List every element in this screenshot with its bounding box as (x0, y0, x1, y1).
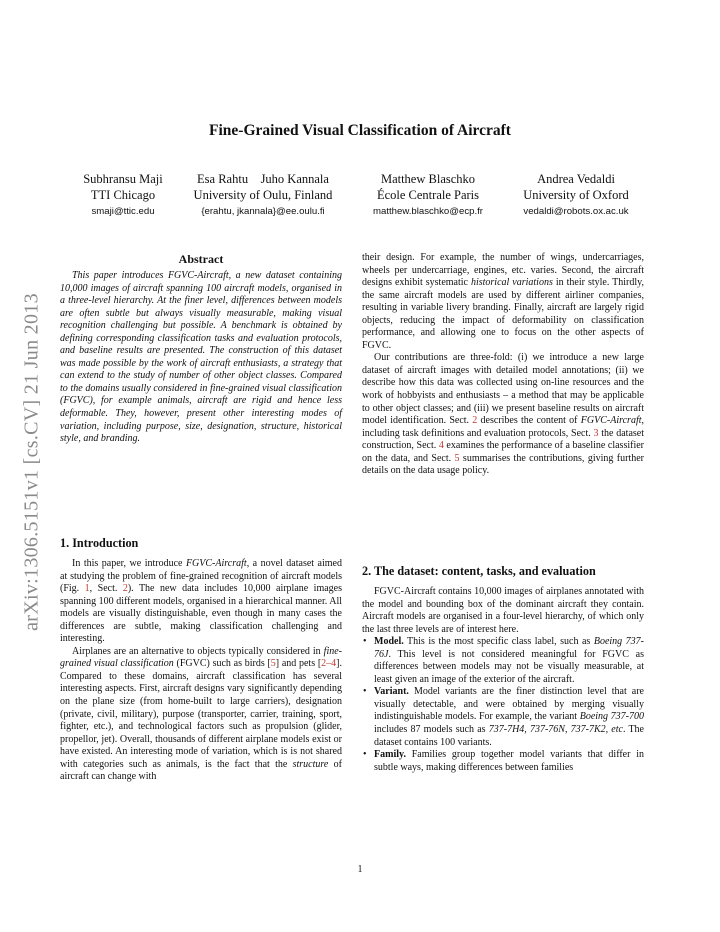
author-name: Esa Rahtu Juho Kannala (197, 172, 329, 186)
section-ref-link[interactable]: 2 (122, 583, 128, 595)
intro-paragraph-2: Airplanes are an alternative to objects typically considered in fine-grained visual classification (FGVC) such as birds [5] and pets [2–4]. Compared to these domains, aircraft classification has several interesting aspects. First, aircraft designs vary significantly depending on the plane size (from home-built to large carriers), designation (private, civil, military), purpose (transporter, carrier, training, sport, fighter, etc.), and technological factors such as propulsion (glider, propellor, jet). Overall, thousands of different airplane models exist or have existed. An interesting mode of variation, which is is not shared with categories such as animals, is the fact that the structure of aircraft can change with (60, 645, 343, 783)
intro-heading: 1. Introduction (60, 536, 139, 550)
section-ref-link[interactable]: 5 (454, 452, 460, 464)
author-name: Subhransu Maji (83, 172, 163, 186)
section-ref-link[interactable]: 2 (472, 415, 478, 427)
author-name: Matthew Blaschko (380, 172, 476, 186)
arxiv-stamp-text: arXiv:1306.5151v1 [cs.CV] 21 Jun 2013 (20, 293, 43, 631)
author-email: matthew.blaschko@ecp.fr (373, 206, 483, 217)
author-block-4 (508, 171, 644, 220)
author-affiliation: University of Oxford (523, 188, 629, 202)
right-column-body (362, 252, 644, 478)
hierarchy-list (362, 636, 644, 774)
author-name: Andrea Vedaldi (537, 172, 615, 186)
list-item-family: • Family. Families group together model variants that differ in subtle ways, making differences between families (362, 749, 644, 774)
author-email: smaji@ttic.edu (91, 206, 155, 217)
author-block-3 (360, 171, 496, 220)
page-number: 1 (357, 864, 363, 875)
figure-ref-link[interactable]: 1 (84, 583, 90, 595)
arxiv-stamp (16, 262, 48, 662)
section-ref-link[interactable]: 4 (438, 440, 444, 452)
list-item-variant: • Variant. Model variants are the finer distinction level that are visually detectable, and were obtained by merging visually indistinguishable models. For example, the variant Boeing 737-700 includes 87 models such as 737-7H4, 737-76N, 737-7K2, etc. The dataset contains 100 variants. (362, 686, 644, 749)
section-2-heading: 2. The dataset: content, tasks, and evaluation (362, 564, 596, 578)
author-email: vedaldi@robots.ox.ac.uk (523, 206, 629, 217)
citation-link[interactable]: 2–4 (321, 658, 337, 670)
abstract-text: This paper introduces FGVC-Aircraft, a new dataset containing 10,000 images of aircraft spanning 100 aircraft models, organised in a three-level hierarchy. At the finer level, differences between models are often subtle but always visually measurable, making visual recognition challenging but possible. A benchmark is obtained by defining corresponding classification tasks and evaluation protocols, and baseline results are presented. The construction of this dataset was made possible by the work of aircraft enthusiasts, a strategy that can extend to the study of number of other object classes. Compared to the domains usually considered in fine-grained visual classification (FGVC), for example animals, aircraft are rigid and hence less deformable. They, however, present other interesting modes of variation, including purpose, size, designation, structure, historical style, and branding. (60, 270, 342, 445)
citation-link[interactable]: 5 (270, 658, 276, 670)
section-2-paragraph: FGVC-Aircraft contains 10,000 images of airplanes annotated with the model and bounding box of the dominant aircraft they contain. Aircraft models are organised in a four-level hierarchy, of which only the last three levels are of interest here. (362, 586, 644, 635)
right-paragraph-1: their design. For example, the number of wings, undercarriages, wheels per undercarriage, engines, etc. varies. Second, the aircraft designs exhibit systematic historical variations in their style. Thirdly, the same aircraft models are used by different airliner companies, resulting in variable livery branding. Finally, aircraft are largely rigid objects, reducing the impact of deformability on classification performance, and allowing one to focus on the other aspects of FGVC. (362, 252, 644, 351)
author-block-1 (60, 171, 186, 220)
abstract-heading: Abstract (178, 252, 224, 266)
section-2-body (362, 586, 644, 774)
author-email: {erahtu, jkannala}@ee.oulu.fi (201, 206, 325, 217)
intro-paragraph-1: In this paper, we introduce FGVC-Aircraft, a novel dataset aimed at studying the problem of fine-grained recognition of aircraft models (Fig. 1, Sect. 2). The new data includes 10,000 airplane images spanning 100 different models, organised in a hierarchical manner. All models are visually distinguishable, even though in many cases the differences are subtle, making classification challenging and interesting. (60, 558, 343, 645)
list-item-model: • Model. This is the most specific class label, such as Boeing 737-76J. This level is not considered meaningful for FGVC as differences between models may not be visually measurable, at least given an image of the exterior of the aircraft. (362, 636, 644, 686)
paper-title: Fine-Grained Visual Classification of Aircraft (209, 122, 511, 139)
author-affiliation: University of Oulu, Finland (193, 188, 333, 202)
contributions-paragraph: Our contributions are three-fold: (i) we introduce a new large dataset of aircraft images with detailed model annotations; (ii) we describe how this data was collected using on-line resources and the work of hobbyists and enthusiasts – a method that may be applicable to other object classes; and (iii) we present baseline results on aircraft model identification. Sect. 2 describes the content of FGVC-Aircraft, including task definitions and evaluation protocols, Sect. 3 the dataset construction, Sect. 4 examines the performance of a baseline classifier on the data, and Sect. 5 summarises the contributions, giving further details on the data usage policy. (362, 352, 644, 477)
section-ref-link[interactable]: 3 (593, 427, 599, 439)
intro-body (60, 558, 342, 784)
author-affiliation: École Centrale Paris (376, 188, 480, 202)
author-affiliation: TTI Chicago (90, 188, 156, 202)
author-block-2 (178, 171, 348, 220)
